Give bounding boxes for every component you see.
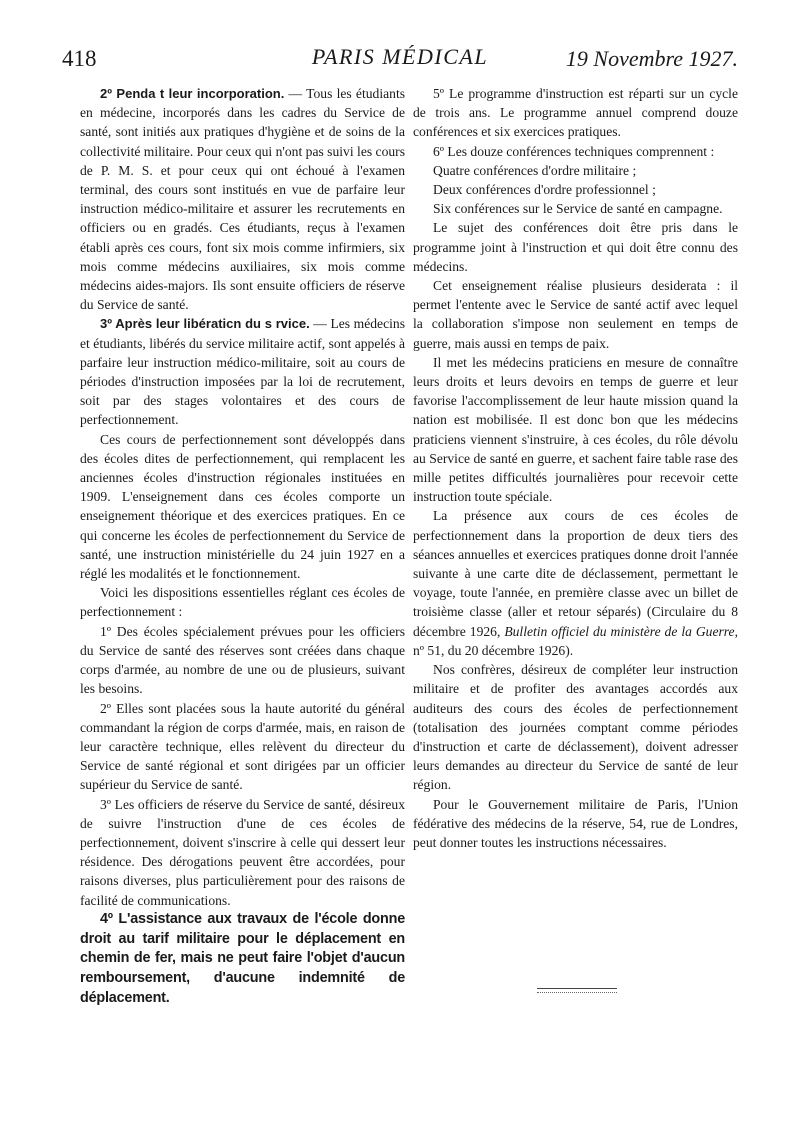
- paragraph: 6º Les douze conférences techniques comprennent :: [433, 143, 715, 159]
- list-item: Quatre conférences d'ordre militaire ;: [433, 162, 637, 178]
- paragraph: Voici les dispositions essentielles réglant ces écoles de perfectionnement :: [80, 585, 405, 620]
- list-item: Six conférences sur le Service de santé en campagne.: [433, 201, 723, 217]
- right-column: [413, 84, 738, 852]
- paragraph: Il met les médecins praticiens en mesure de connaître leurs droits et leurs devoirs en temps de guerre et leur favorise l'accomplissement de leur haute mission quand la nation est mobilisée. Il est donc bon que les médecins praticiens viennent s'instruire, à ces écoles, du rôle dévolu au Service de santé en guerre, et sachent faire table rase des mille petites difficultés journalières pour recevoir cette instruction toute spéciale.: [413, 354, 738, 505]
- running-title: PARIS MÉDICAL: [311, 44, 489, 69]
- paragraph: 3º Après leur libératicn du s rvice. — Les médecins et étudiants, libérés du service militaire actif, sont appelés à parfaire leur instruction médico-militaire, soit au cours de périodes d'instruction imposées par la loi de recrutement, soit par des stages volontaires et des cours de perfectionnement.: [80, 316, 405, 428]
- paragraph: La présence aux cours de ces écoles de perfectionnement dans la proportion de deux tiers des séances annuelles et exercices pratiques donne droit l'année suivante à une carte dite de déclassement, permettant le voyage, toute l'année, en première classe avec un billet de troisième classe (aller et retour séparés) (Circulaire du 8 décembre 1926, Bulletin officiel du ministère de la Guerre, nº 51, du 20 décembre 1926).: [413, 508, 738, 658]
- page-header: [62, 44, 738, 80]
- paragraph: Ces cours de perfectionnement sont développés dans des écoles dites de perfectionnement, qui remplacent les anciennes écoles d'instruction régionales instituées en 1909. L'enseignement dans ces écoles comporte un enseignement théorique et des exercices pratiques. En ce qui concerne les écoles de perfectionnement du Service de santé, une instruction ministérielle du 24 juin 1927 en a réglé les modalités et le fonctionnement.: [80, 431, 405, 582]
- paragraph: Cet enseignement réalise plusieurs desiderata : il permet l'entente avec le Service de santé actif avec lequel la collaboration s'impose non seulement en temps de guerre, mais aussi en temps de paix.: [413, 278, 738, 351]
- paragraph: 3º Les officiers de réserve du Service de santé, désireux de suivre l'instruction d'une de ces écoles de perfectionnement, doivent s'inscrire à celle qui dessert leur résidence. Des dérogations peuvent être accordées, pour raisons diverses, plus particulièrement pour des raisons de facilité de communications.: [80, 796, 405, 908]
- list-item: Deux conférences d'ordre professionnel ;: [433, 182, 656, 198]
- left-column: [80, 84, 405, 1009]
- end-rule: [537, 988, 617, 993]
- paragraph: Le sujet des conférences doit être pris dans le programme joint à l'instruction et qui doit être connu des médecins.: [413, 220, 738, 274]
- page-number: 418: [62, 46, 97, 71]
- section-heading: 2º Penda t leur incorporation.: [100, 86, 285, 101]
- paragraph: 5º Le programme d'instruction est réparti sur un cycle de trois ans. Le programme annuel comprend douze conférences et six exercices pratiques.: [413, 86, 738, 140]
- paragraph: Pour le Gouvernement militaire de Paris, l'Union fédérative des médecins de la réserve, 54, rue de Londres, peut donner toutes les instructions nécessaires.: [413, 796, 738, 850]
- paragraph: 4º L'assistance aux travaux de l'école donne droit au tarif militaire pour le déplacement en chemin de fer, mais ne peut faire l'objet d'aucun remboursement, d'aucune indemnité de déplacement.: [80, 910, 405, 1006]
- paragraph: 1º Des écoles spécialement prévues pour les officiers du Service de santé des réserves sont créées dans chaque corps d'armée, au nombre de une ou de plusieurs, suivant les besoins.: [80, 623, 405, 697]
- paragraph: Nos confrères, désireux de compléter leur instruction militaire et de profiter des avantages accordés aux auditeurs des cours des écoles de perfectionnement (totalisation des journées comptant comme périodes d'instruction et carte de déclassement), doivent adresser leurs demandes au directeur du Service de santé de leur région.: [413, 662, 738, 793]
- paragraph: 2º Penda t leur incorporation. — Tous les étudiants en médecine, incorporés dans les cadres du Service de santé, sont initiés aux pratiques d'hygiène et de soins de la collectivité militaire. Pour ceux qui n'ont pas suivi les cours de P. M. S. et pour ceux qui ont échoué à l'examen terminal, des cours sont institués en vue de parfaire leur instruction médico-militaire et assurer les recrutements en officiers ou en gradés. Ces étudiants, reçus à l'examen établi après ces cours, font six mois comme infirmiers, six mois comme médecins auxiliaires, six mois comme médecins aides-majors. Ils sont ensuite officiers de réserve du Service de santé.: [80, 86, 406, 313]
- paragraph: 2º Elles sont placées sous la haute autorité du général commandant la région de corps d'armée, mais, en raison de leur caractère technique, elles relèvent du directeur du Service de santé régional et sont dirigées par un officier supérieur du Service de santé.: [80, 700, 405, 793]
- section-heading: 3º Après leur libératicn du s rvice.: [100, 316, 310, 332]
- citation-title: Bulletin officiel du ministère de la Guerre: [504, 623, 735, 639]
- issue-date: 19 Novembre 1927.: [565, 46, 738, 71]
